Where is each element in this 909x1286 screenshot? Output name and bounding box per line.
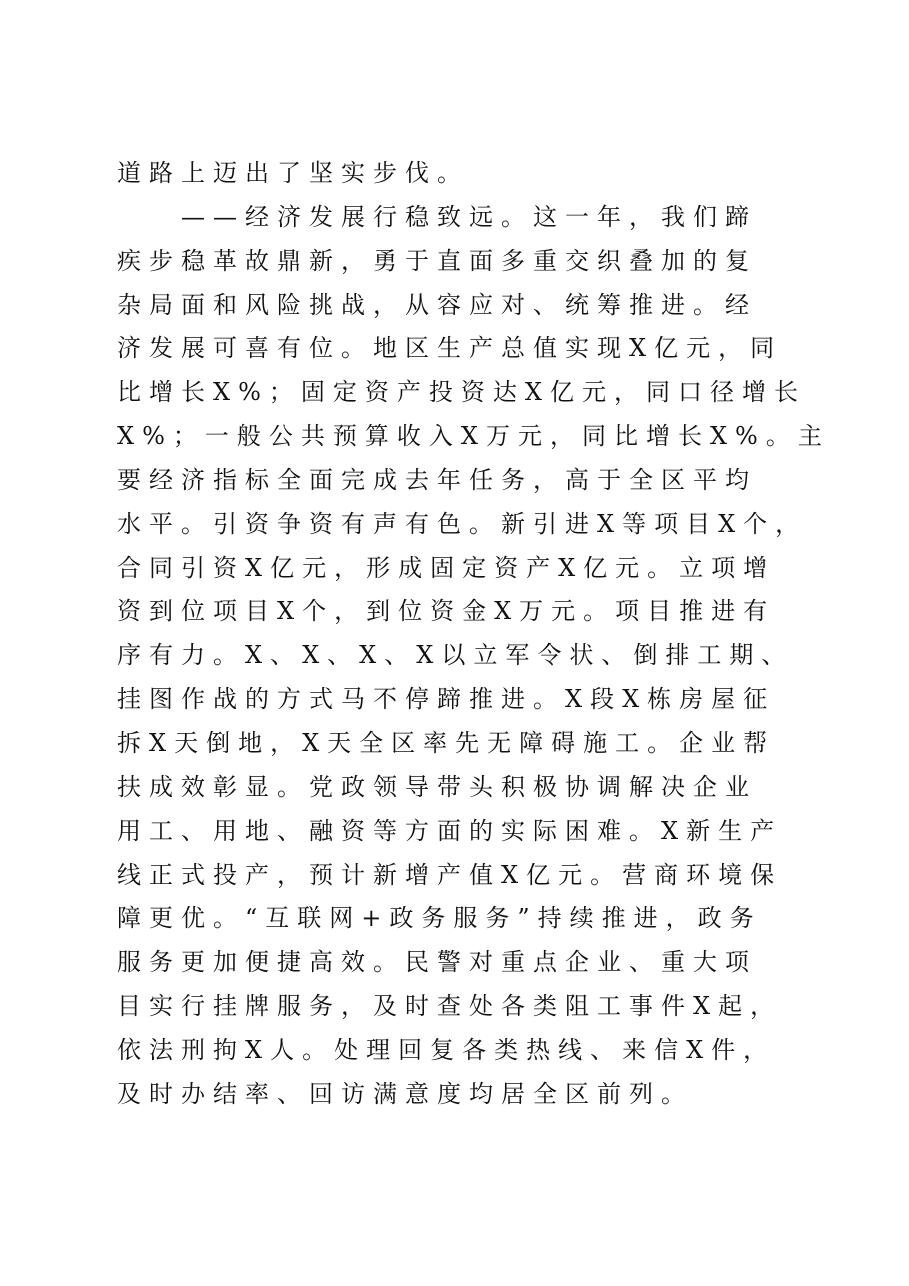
text-line: 要经济指标全面完成去年任务，高于全区平均 (117, 465, 757, 494)
text-line: 及时办结率、回访满意度均居全区前列。 (117, 1079, 693, 1108)
text-line: ——经济发展行稳致远。这一年，我们蹄 (181, 202, 757, 231)
text-line: 目实行挂牌服务，及时查处各类阻工事件X起， (117, 992, 783, 1021)
text-line: 水平。引资争资有声有色。新引进X等项目X个， (117, 509, 808, 538)
text-line: X%；一般公共预算收入X万元，同比增长X%。主 (117, 422, 830, 451)
text-line: 疾步稳革故鼎新，勇于直面多重交织叠加的复 (117, 246, 757, 275)
text-line: 线正式投产，预计新增产值X亿元。营商环境保 (117, 860, 783, 889)
body-text (117, 152, 830, 1117)
text-line: 序有力。X、X、X、X以立军令状、倒排工期、 (117, 641, 794, 670)
text-line: 比增长X%；固定资产投资达X亿元，同口径增长 (117, 378, 806, 407)
text-line: 杂局面和风险挑战，从容应对、统筹推进。经 (117, 290, 757, 319)
text-line: 扶成效彰显。党政领导带头积极协调解决企业 (117, 772, 757, 801)
text-line: 济发展可喜有位。地区生产总值实现X亿元，同 (117, 334, 783, 363)
text-line: 资到位项目X个，到位资金X万元。项目推进有 (117, 597, 776, 626)
text-line: 用工、用地、融资等方面的实际困难。X新生产 (117, 816, 783, 845)
text-line: 挂图作战的方式马不停蹄推进。X段X栋房屋征 (117, 685, 776, 714)
text-line: 拆X天倒地，X天全区率先无障碍施工。企业帮 (117, 728, 776, 757)
text-line: 服务更加便捷高效。民警对重点企业、重大项 (117, 948, 757, 977)
text-line: 障更优。“互联网+政务服务”持续推进，政务 (117, 904, 762, 933)
text-line: 道路上迈出了坚实步伐。 (117, 159, 469, 187)
text-line: 依法刑拘X人。处理回复各类热线、来信X件， (117, 1035, 776, 1064)
text-line: 合同引资X亿元，形成固定资产X亿元。立项增 (117, 553, 776, 582)
